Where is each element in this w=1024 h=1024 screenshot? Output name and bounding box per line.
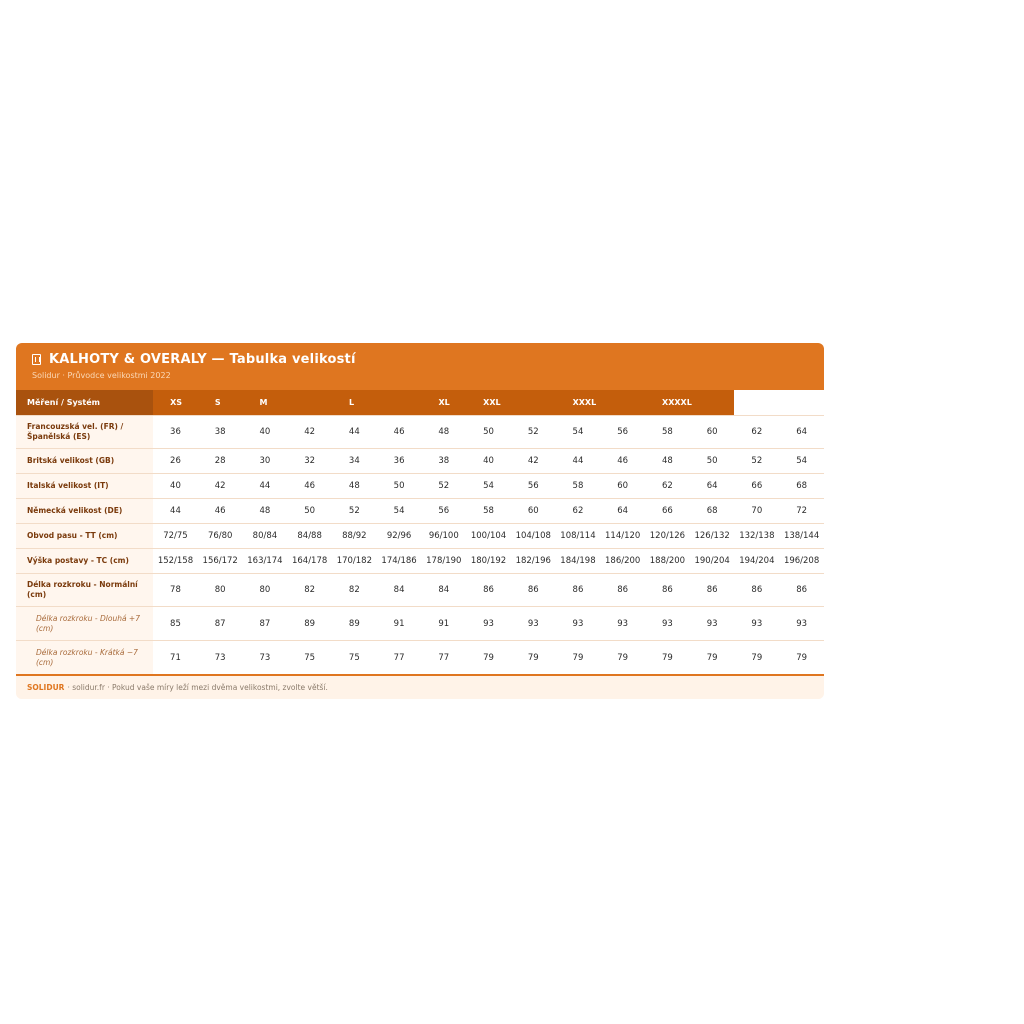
chart-title: KALHOTY & OVERALY — Tabulka velikostí xyxy=(49,352,356,367)
table-cell: 89 xyxy=(332,607,377,641)
chart-header xyxy=(16,343,824,390)
table-cell: 86 xyxy=(690,574,735,607)
table-cell: 86 xyxy=(600,574,645,607)
table-cell: 79 xyxy=(779,641,824,675)
table-header-row xyxy=(16,390,824,416)
table-row xyxy=(16,549,824,574)
table-cell: 184/198 xyxy=(556,549,601,574)
table-cell: 108/114 xyxy=(556,524,601,549)
row-label: Délka rozkroku - Normální (cm) xyxy=(16,574,153,607)
table-cell: 60 xyxy=(511,499,556,524)
table-cell: 196/208 xyxy=(779,549,824,574)
table-cell: 38 xyxy=(198,416,243,449)
table-cell: 86 xyxy=(466,574,511,607)
title-row xyxy=(32,352,356,367)
table-cell: 26 xyxy=(153,449,198,474)
row-label: Výška postavy - TC (cm) xyxy=(16,549,153,574)
table-cell: 66 xyxy=(734,474,779,499)
table-cell: 58 xyxy=(645,416,690,449)
table-row xyxy=(16,641,824,675)
table-cell: 84 xyxy=(377,574,422,607)
table-cell: 182/196 xyxy=(511,549,556,574)
table-cell: 86 xyxy=(556,574,601,607)
header-empty-cell xyxy=(734,390,824,416)
table-cell: 44 xyxy=(556,449,601,474)
table-cell: 80 xyxy=(198,574,243,607)
table-cell: 52 xyxy=(734,449,779,474)
column-header-measure: Měření / Systém xyxy=(16,390,153,416)
table-cell: 62 xyxy=(556,499,601,524)
table-cell: 138/144 xyxy=(779,524,824,549)
table-cell: 54 xyxy=(466,474,511,499)
table-cell: 44 xyxy=(153,499,198,524)
table-cell: 60 xyxy=(690,416,735,449)
table-cell: 163/174 xyxy=(243,549,288,574)
table-cell: 46 xyxy=(198,499,243,524)
row-label: Obvod pasu - TT (cm) xyxy=(16,524,153,549)
column-header-size: XXL xyxy=(466,390,555,416)
column-header-size: S xyxy=(198,390,243,416)
table-cell: 64 xyxy=(779,416,824,449)
table-cell: 56 xyxy=(421,499,466,524)
table-cell: 174/186 xyxy=(377,549,422,574)
table-cell: 93 xyxy=(734,607,779,641)
table-cell: 86 xyxy=(734,574,779,607)
table-cell: 156/172 xyxy=(198,549,243,574)
table-cell: 93 xyxy=(690,607,735,641)
column-header-size: XXXL xyxy=(556,390,645,416)
table-cell: 56 xyxy=(600,416,645,449)
table-cell: 84 xyxy=(421,574,466,607)
table-cell: 85 xyxy=(153,607,198,641)
column-header-size: XS xyxy=(153,390,198,416)
table-cell: 88/92 xyxy=(332,524,377,549)
table-cell: 180/192 xyxy=(466,549,511,574)
row-label: Britská velikost (GB) xyxy=(16,449,153,474)
row-label: Délka rozkroku - Krátká −7 (cm) xyxy=(16,641,153,675)
table-cell: 93 xyxy=(511,607,556,641)
table-cell: 87 xyxy=(243,607,288,641)
table-cell: 91 xyxy=(421,607,466,641)
table-cell: 44 xyxy=(243,474,288,499)
table-cell: 80/84 xyxy=(243,524,288,549)
table-cell: 48 xyxy=(421,416,466,449)
table-cell: 82 xyxy=(332,574,377,607)
footer-note: · solidur.fr · Pokud vaše míry leží mezi dvěma velikostmi, zvolte větší. xyxy=(67,683,328,692)
table-cell: 120/126 xyxy=(645,524,690,549)
table-row xyxy=(16,607,824,641)
table-cell: 93 xyxy=(779,607,824,641)
table-cell: 170/182 xyxy=(332,549,377,574)
table-cell: 68 xyxy=(690,499,735,524)
table-cell: 93 xyxy=(466,607,511,641)
row-label: Francouzská vel. (FR) / Španělská (ES) xyxy=(16,416,153,449)
table-cell: 93 xyxy=(600,607,645,641)
table-cell: 79 xyxy=(690,641,735,675)
table-cell: 62 xyxy=(645,474,690,499)
table-cell: 73 xyxy=(198,641,243,675)
table-cell: 100/104 xyxy=(466,524,511,549)
table-cell: 50 xyxy=(690,449,735,474)
table-row xyxy=(16,524,824,549)
table-cell: 38 xyxy=(421,449,466,474)
table-cell: 132/138 xyxy=(734,524,779,549)
table-cell: 104/108 xyxy=(511,524,556,549)
table-cell: 52 xyxy=(332,499,377,524)
table-cell: 190/204 xyxy=(690,549,735,574)
table-cell: 114/120 xyxy=(600,524,645,549)
table-cell: 75 xyxy=(332,641,377,675)
table-cell: 77 xyxy=(377,641,422,675)
table-cell: 46 xyxy=(377,416,422,449)
table-cell: 46 xyxy=(600,449,645,474)
table-cell: 186/200 xyxy=(600,549,645,574)
table-cell: 82 xyxy=(287,574,332,607)
table-cell: 62 xyxy=(734,416,779,449)
size-chart-card xyxy=(16,343,824,699)
table-cell: 58 xyxy=(466,499,511,524)
table-cell: 54 xyxy=(556,416,601,449)
table-cell: 48 xyxy=(243,499,288,524)
row-label: Německá velikost (DE) xyxy=(16,499,153,524)
table-cell: 54 xyxy=(779,449,824,474)
table-cell: 194/204 xyxy=(734,549,779,574)
table-cell: 72/75 xyxy=(153,524,198,549)
table-cell: 86 xyxy=(779,574,824,607)
table-cell: 40 xyxy=(243,416,288,449)
table-cell: 50 xyxy=(287,499,332,524)
table-cell: 79 xyxy=(511,641,556,675)
size-table xyxy=(16,390,824,674)
table-cell: 68 xyxy=(779,474,824,499)
table-cell: 79 xyxy=(556,641,601,675)
table-cell: 48 xyxy=(332,474,377,499)
table-cell: 60 xyxy=(600,474,645,499)
table-cell: 78 xyxy=(153,574,198,607)
table-cell: 84/88 xyxy=(287,524,332,549)
table-cell: 36 xyxy=(377,449,422,474)
table-cell: 50 xyxy=(466,416,511,449)
table-cell: 44 xyxy=(332,416,377,449)
table-cell: 30 xyxy=(243,449,288,474)
table-row xyxy=(16,416,824,449)
table-body xyxy=(16,416,824,675)
table-cell: 92/96 xyxy=(377,524,422,549)
table-cell: 96/100 xyxy=(421,524,466,549)
table-cell: 52 xyxy=(511,416,556,449)
table-row xyxy=(16,449,824,474)
table-row xyxy=(16,574,824,607)
chart-subtitle: Solidur · Průvodce velikostmi 2022 xyxy=(32,371,171,380)
column-header-size: L xyxy=(332,390,421,416)
table-cell: 79 xyxy=(600,641,645,675)
table-cell: 178/190 xyxy=(421,549,466,574)
table-cell: 42 xyxy=(511,449,556,474)
table-cell: 76/80 xyxy=(198,524,243,549)
table-cell: 93 xyxy=(645,607,690,641)
table-cell: 66 xyxy=(645,499,690,524)
table-cell: 40 xyxy=(153,474,198,499)
footer-brand: SOLIDUR xyxy=(27,683,65,692)
table-cell: 71 xyxy=(153,641,198,675)
table-cell: 34 xyxy=(332,449,377,474)
table-cell: 58 xyxy=(556,474,601,499)
table-cell: 79 xyxy=(645,641,690,675)
table-cell: 72 xyxy=(779,499,824,524)
table-cell: 64 xyxy=(600,499,645,524)
table-cell: 70 xyxy=(734,499,779,524)
row-label: Délka rozkroku - Dlouhá +7 (cm) xyxy=(16,607,153,641)
table-cell: 79 xyxy=(466,641,511,675)
table-cell: 32 xyxy=(287,449,332,474)
table-row xyxy=(16,499,824,524)
table-cell: 50 xyxy=(377,474,422,499)
table-cell: 46 xyxy=(287,474,332,499)
table-cell: 40 xyxy=(466,449,511,474)
chart-footer xyxy=(16,674,824,699)
table-cell: 91 xyxy=(377,607,422,641)
table-cell: 152/158 xyxy=(153,549,198,574)
table-row xyxy=(16,474,824,499)
table-cell: 52 xyxy=(421,474,466,499)
row-label: Italská velikost (IT) xyxy=(16,474,153,499)
table-cell: 79 xyxy=(734,641,779,675)
table-cell: 36 xyxy=(153,416,198,449)
table-cell: 86 xyxy=(645,574,690,607)
table-cell: 77 xyxy=(421,641,466,675)
table-cell: 48 xyxy=(645,449,690,474)
table-cell: 64 xyxy=(690,474,735,499)
table-cell: 28 xyxy=(198,449,243,474)
table-cell: 54 xyxy=(377,499,422,524)
table-cell: 75 xyxy=(287,641,332,675)
column-header-size: M xyxy=(243,390,332,416)
table-cell: 164/178 xyxy=(287,549,332,574)
table-cell: 93 xyxy=(556,607,601,641)
table-cell: 126/132 xyxy=(690,524,735,549)
table-cell: 73 xyxy=(243,641,288,675)
table-cell: 42 xyxy=(198,474,243,499)
table-cell: 80 xyxy=(243,574,288,607)
table-cell: 86 xyxy=(511,574,556,607)
table-cell: 87 xyxy=(198,607,243,641)
column-header-size: XXXXL xyxy=(645,390,734,416)
table-cell: 56 xyxy=(511,474,556,499)
document-icon xyxy=(32,354,41,365)
table-cell: 188/200 xyxy=(645,549,690,574)
table-cell: 89 xyxy=(287,607,332,641)
column-header-size: XL xyxy=(421,390,466,416)
table-cell: 42 xyxy=(287,416,332,449)
